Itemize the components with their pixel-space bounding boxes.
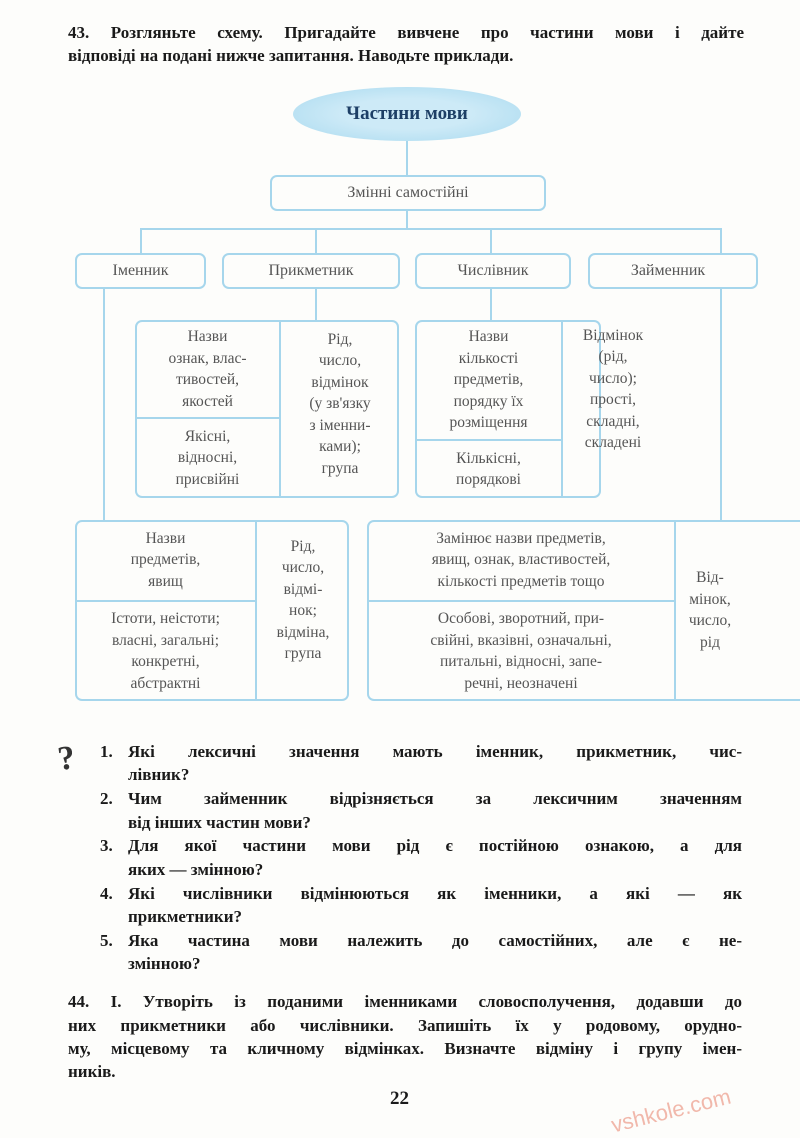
question-text-line: Яка частина мови належить до самостійних, але є не- xyxy=(128,930,742,950)
pronoun-features xyxy=(676,520,744,700)
question-text-line: Які числівники відмінюються як іменники, а які — як xyxy=(128,883,742,903)
cell-text-line: явищ xyxy=(148,572,183,590)
connector-line xyxy=(406,211,408,229)
cell-text-line: конкретні, xyxy=(131,653,200,670)
cell-text-line: відмі- xyxy=(283,580,323,598)
group-label: Змінні самостійні xyxy=(347,184,469,201)
exercise-44-line-2: них прикметники або числівники. Запишіть їх у родовому, орудно- xyxy=(68,1016,742,1035)
part-label-noun: Іменник xyxy=(112,262,169,279)
cell-text-line: абстрактні xyxy=(130,674,201,692)
connector-line xyxy=(103,289,105,521)
exercise-43-line-2: відповіді на подані нижче запитання. Наводьте приклади. xyxy=(68,46,514,65)
cell-text-line: порядкові xyxy=(456,471,521,488)
watermark: vshkole.com xyxy=(608,1083,734,1138)
connector-line xyxy=(315,289,317,321)
question-number: 1. xyxy=(100,742,113,761)
question-text-line: Для якої частини мови рід є постійною ознакою, а для xyxy=(128,836,742,856)
cell-text-line: Назви xyxy=(187,328,228,345)
cell-text-line: число, xyxy=(281,559,325,576)
cell-text-line: складні, xyxy=(586,412,640,430)
adjective-meaning xyxy=(135,320,280,418)
cell-text-line: питальні, відносні, запе- xyxy=(439,653,603,670)
noun-groups xyxy=(75,602,256,700)
cell-text-line: предметів, xyxy=(453,371,524,389)
cell-text-line: Замінює назви предметів, xyxy=(436,529,606,547)
part-label-adjective: Прикметник xyxy=(268,262,354,279)
cell-text-line: Кількісні, xyxy=(456,449,521,467)
cell-text-line: число, xyxy=(688,612,732,629)
cell-text-line: присвійні xyxy=(175,470,240,488)
cell-text-line: з іменни- xyxy=(309,416,371,434)
connector-line xyxy=(315,228,317,254)
cell-text-line: група xyxy=(284,645,322,662)
cell-text-line: Рід, xyxy=(290,537,316,555)
noun-meaning xyxy=(75,520,256,600)
connector-line xyxy=(406,141,408,175)
connector-line xyxy=(720,289,722,521)
cell-text-line: Істоти, неістоти; xyxy=(111,610,220,627)
question-icon: ? xyxy=(55,739,78,779)
connector-line xyxy=(140,228,722,230)
cell-text-line: кількості xyxy=(458,349,519,367)
cell-text-line: тивостей, xyxy=(175,371,240,388)
cell-text-line: (у зв'язку xyxy=(309,395,371,413)
cell-text-line: Особові, зворотний, при- xyxy=(437,610,605,627)
root-ellipse xyxy=(293,87,521,141)
question-text-line: прикметники? xyxy=(128,906,242,926)
cell-text-line: розміщення xyxy=(449,414,528,432)
question-text-line: Чим займенник відрізняється за лексичним значенням xyxy=(128,789,742,809)
adjective-features xyxy=(281,320,399,488)
part-label-pronoun: Займенник xyxy=(630,262,706,279)
question-number: 3. xyxy=(100,836,113,856)
cell-text-line: ознак, влас- xyxy=(168,349,247,367)
cell-text-line: Якісні, xyxy=(184,427,231,445)
text-line: І. Утворіть із поданими іменниками словосполучення, додавши до xyxy=(110,992,743,1011)
cell-text-line: ками); xyxy=(319,438,361,456)
cell-text-line: речні, неозначені xyxy=(464,674,578,692)
cell-text-line: число); xyxy=(589,369,637,387)
cell-text-line: свійні, вказівні, означальні, xyxy=(430,631,612,649)
exercise-43-line-1 xyxy=(68,22,744,44)
question-text-line: лівник? xyxy=(128,765,190,785)
exercise-number: 44. xyxy=(68,992,90,1011)
cell-text-line: група xyxy=(321,459,359,477)
text-line: Розгляньте схему. Пригадайте вивчене про частини мови і дайте xyxy=(110,23,744,42)
numeral-meaning xyxy=(415,320,562,440)
connector-line xyxy=(490,289,492,321)
numeral-groups xyxy=(415,441,562,497)
cell-text-line: предметів, xyxy=(130,551,201,569)
pronoun-groups xyxy=(367,602,675,700)
cell-text-line: нок; xyxy=(289,602,317,619)
exercise-44-line-3: му, місцевому та кличному відмінках. Визначте відміну і групу імен- xyxy=(68,1039,742,1058)
cell-text-line: Від- xyxy=(696,569,724,586)
cell-text-line: рід xyxy=(700,633,720,651)
cell-text-line: Назви xyxy=(468,328,509,346)
question-number: 5. xyxy=(100,930,113,950)
cell-text-line: число, xyxy=(318,352,362,370)
cell-text-line: Назви xyxy=(145,529,186,547)
question-text-line: змінною? xyxy=(128,954,201,974)
cell-text-line: Рід, xyxy=(327,330,353,348)
exercise-44-line-1 xyxy=(68,991,742,1013)
cell-text-line: власні, загальні; xyxy=(111,631,220,649)
question-text-line: від інших частин мови? xyxy=(128,812,311,832)
noun-features xyxy=(257,520,349,680)
cell-text-line: (рід, xyxy=(598,348,628,365)
question-number: 2. xyxy=(100,789,113,809)
pronoun-meaning xyxy=(367,520,675,600)
question-number: 4. xyxy=(100,883,113,903)
cell-text-line: явищ, ознак, властивостей, xyxy=(431,551,611,569)
cell-text-line: мінок, xyxy=(689,590,731,608)
part-label-numeral: Числівник xyxy=(457,262,529,279)
question-text-line: Які лексичні значення мають іменник, прикметник, чис- xyxy=(128,742,742,761)
cell-text-line: Відмінок xyxy=(582,326,644,344)
exercise-44-line-4: ників. xyxy=(68,1062,116,1081)
root-label: Частини мови xyxy=(346,103,468,124)
exercise-number: 43. xyxy=(68,23,90,42)
cell-text-line: відмінок xyxy=(311,373,369,391)
adjective-groups xyxy=(135,419,280,497)
numeral-features xyxy=(563,320,663,458)
cell-text-line: кількості предметів тощо xyxy=(437,572,605,590)
cell-text-line: складені xyxy=(584,434,642,451)
cell-text-line: відносні, xyxy=(177,449,238,467)
question-text-line: яких — змінною? xyxy=(128,859,264,879)
cell-text-line: прості, xyxy=(589,391,636,408)
connector-line xyxy=(140,228,142,254)
page-number: 22 xyxy=(390,1088,409,1109)
cell-text-line: якостей xyxy=(182,392,233,410)
connector-line xyxy=(490,228,492,254)
cell-text-line: відміна, xyxy=(276,623,330,641)
cell-text-line: порядку їх xyxy=(453,392,524,410)
connector-line xyxy=(720,228,722,254)
